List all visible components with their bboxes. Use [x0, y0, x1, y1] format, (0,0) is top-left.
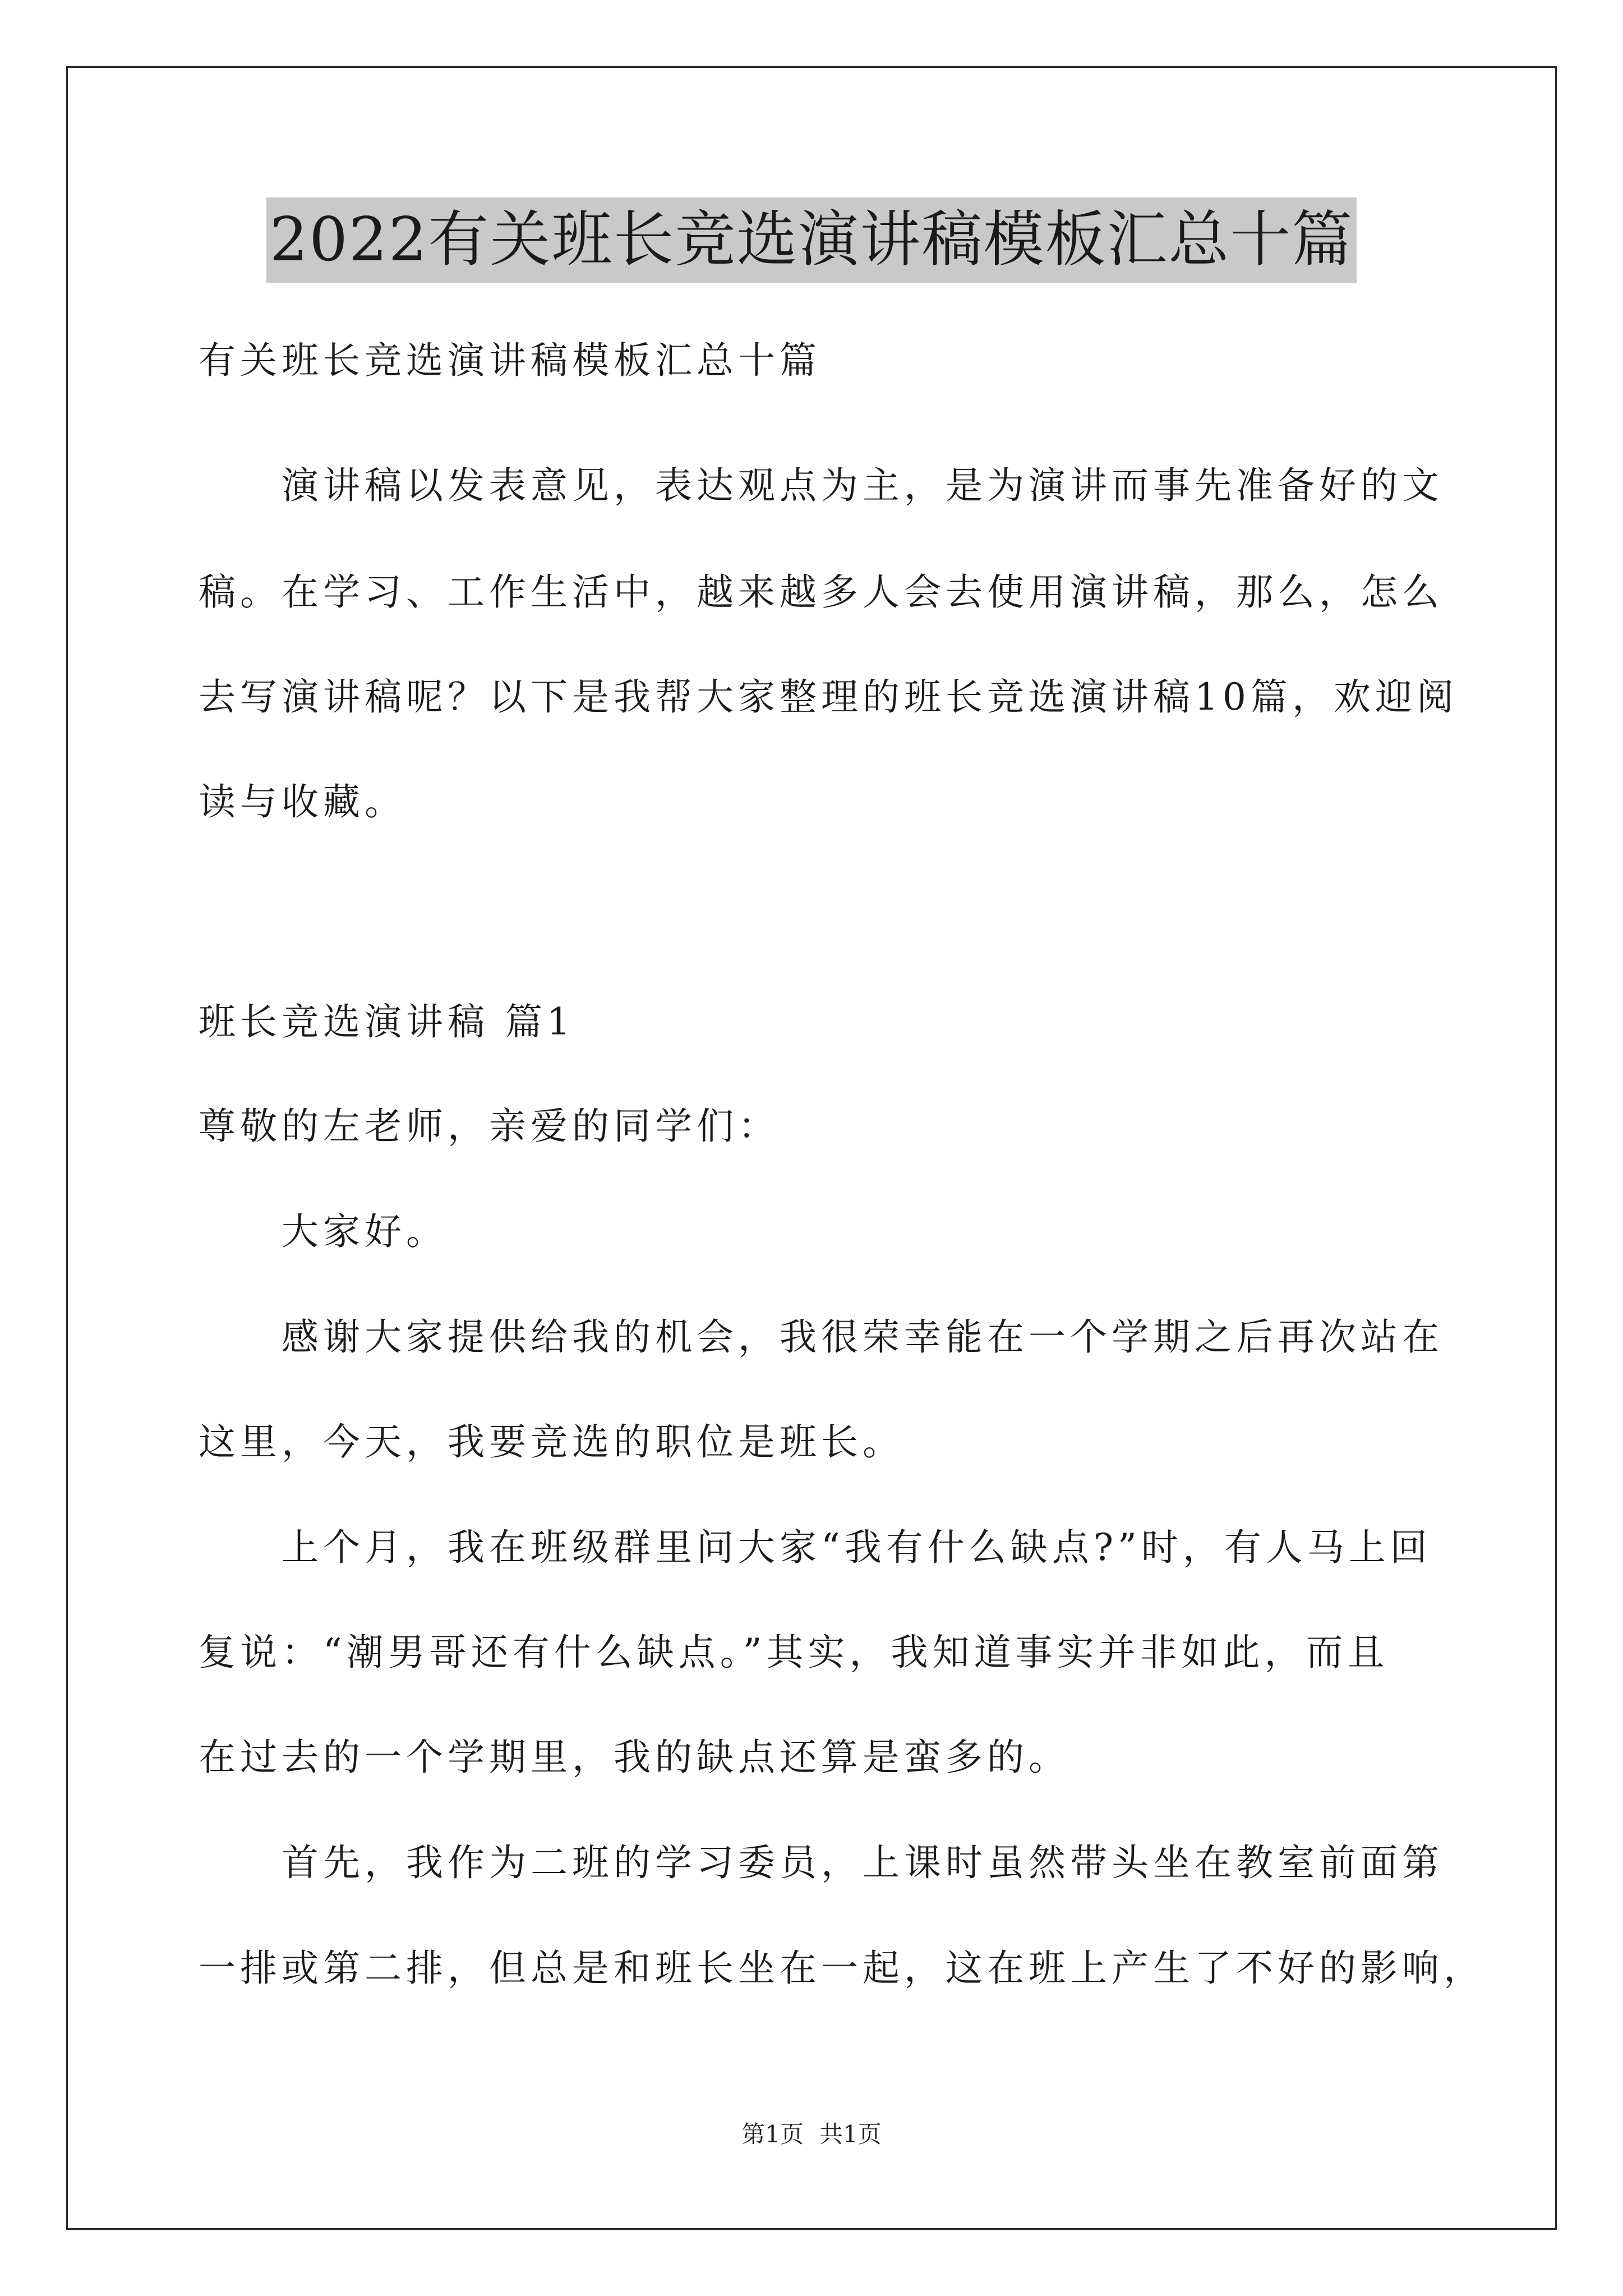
paragraph-line: 读与收藏。 — [199, 780, 406, 823]
paragraph-line: 首先，我作为二班的学习委员，上课时虽然带头坐在教室前面第 — [282, 1841, 1444, 1884]
paragraph-line: 感谢大家提供给我的机会，我很荣幸能在一个学期之后再次站在 — [282, 1315, 1444, 1359]
section-heading: 班长竞选演讲稿 篇1 — [199, 1000, 575, 1043]
page-number: 第1页 — [741, 2120, 804, 2148]
subtitle-line: 有关班长竞选演讲稿模板汇总十篇 — [199, 339, 821, 382]
document-title: 2022有关班长竞选演讲稿模板汇总十篇 — [266, 197, 1357, 283]
paragraph-line: 这里，今天，我要竞选的职位是班长。 — [199, 1420, 904, 1464]
paragraph-line: 去写演讲稿呢？以下是我帮大家整理的班长竞选演讲稿10篇，欢迎阅 — [199, 675, 1458, 719]
paragraph-line: 稿。在学习、工作生活中，越来越多人会去使用演讲稿，那么，怎么 — [199, 570, 1444, 614]
paragraph-line: 上个月，我在班级群里问大家“我有什么缺点?”时，有人马上回 — [282, 1526, 1432, 1569]
paragraph-line: 一排或第二排，但总是和班长坐在一起，这在班上产生了不好的影响， — [199, 1947, 1485, 1990]
salutation-line: 尊敬的左老师，亲爱的同学们： — [199, 1105, 780, 1148]
title-container — [0, 197, 1623, 283]
paragraph-line: 演讲稿以发表意见，表达观点为主，是为演讲而事先准备好的文 — [282, 464, 1444, 507]
page-total: 共1页 — [819, 2120, 882, 2148]
page-footer — [0, 2119, 1623, 2150]
paragraph-line: 复说：“潮男哥还有什么缺点。”其实，我知道事实并非如此，而且 — [199, 1631, 1389, 1674]
paragraph-line: 在过去的一个学期里，我的缺点还算是蛮多的。 — [199, 1736, 1070, 1779]
paragraph-line: 大家好。 — [282, 1210, 448, 1253]
